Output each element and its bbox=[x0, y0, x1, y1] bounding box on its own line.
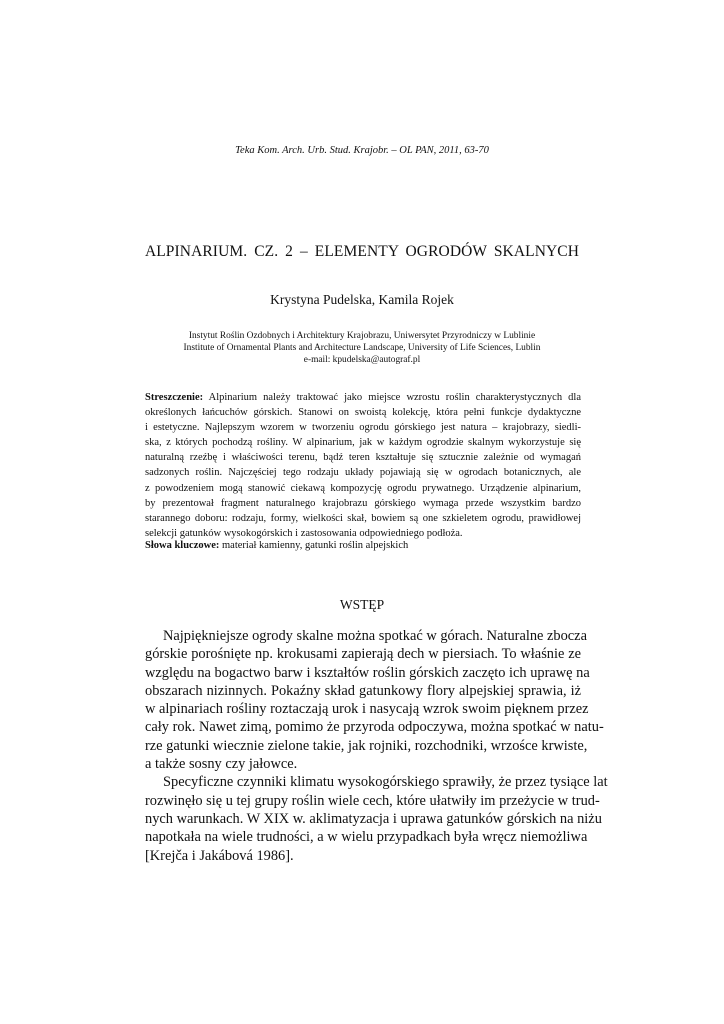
author-affiliation bbox=[0, 330, 724, 367]
abstract-line: i estetyczne. Najlepszym wzorem w tworzeniu ogrodu górskiego jest natura – krajobrazy, siedli- bbox=[145, 422, 581, 434]
body-line: [Krejča i Jakábová 1986]. bbox=[145, 847, 294, 864]
abstract bbox=[145, 390, 581, 541]
author-email: e-mail: kpudelska@autograf.pl bbox=[303, 355, 421, 366]
body-line: napotkała na wiele trudności, a w wielu przypadkach była wręcz niemożliwa bbox=[145, 829, 588, 846]
abstract-line: naturalną rzeźbę i właściwości terenu, bądź teren kształtuje się sztucznie zależnie od wymagań bbox=[145, 452, 581, 464]
abstract-line bbox=[145, 390, 581, 405]
abstract-line: z powodzeniem mogą stanowić ciekawą kompozycję ogrodu prywatnego. Urządzenie alpinarium, bbox=[145, 482, 581, 494]
body-line: cały rok. Nawet zimą, pomimo że przyroda odpoczywa, można spotkać w natu- bbox=[145, 719, 604, 736]
body-line: a także sosny czy jałowce. bbox=[145, 756, 298, 773]
body-line: względu na bogactwo barw i kształtów roślin górskich zaczęto ich uprawę na bbox=[145, 664, 590, 681]
keywords-text: materiał kamienny, gatunki roślin alpejskich bbox=[219, 540, 409, 551]
keywords bbox=[145, 540, 581, 551]
abstract-line-text: Alpinarium należy traktować jako miejsce wzrostu roślin charakterystycznych dla bbox=[203, 392, 581, 403]
body-line: górskie porośnięte np. krokusami zapierają dech w piersiach. To właśnie ze bbox=[145, 646, 581, 663]
abstract-line: by prezentował fragment naturalnego krajobrazu górskiego wymaga przede wszystkim bardzo bbox=[145, 497, 581, 509]
body-line: Specyficzne czynniki klimatu wysokogórskiego sprawiły, że przez tysiące lat bbox=[163, 774, 608, 791]
body-text bbox=[145, 627, 608, 865]
article-title: ALPINARIUM. CZ. 2 – ELEMENTY OGRODÓW SKALNYCH bbox=[144, 243, 580, 260]
abstract-line: ska, z których pochodzą rośliny. W alpinarium, jak w każdym ogrodzie skalnym wykorzystuje się bbox=[145, 437, 581, 449]
abstract-line: określonych łańcuchów górskich. Stanowi on swoistą kolekcję, która pełni funkcje dydaktyczne bbox=[145, 407, 581, 419]
body-line: obszarach nizinnych. Pokaźny skład gatunkowy flory alpejskiej sprawia, iż bbox=[145, 682, 581, 699]
abstract-label: Streszczenie: bbox=[145, 392, 204, 403]
affiliation-english: Institute of Ornamental Plants and Architecture Landscape, University of Life Sciences, Lublin bbox=[183, 343, 541, 354]
abstract-line: selekcji gatunków wysokogórskich i zastosowania odpowiedniego podłoża. bbox=[145, 527, 463, 539]
section-heading: WSTĘP bbox=[339, 597, 385, 612]
body-line: w alpinariach rośliny roztaczają urok i nasycają wzrok swoim pięknem przez bbox=[145, 701, 589, 718]
keywords-label: Słowa kluczowe: bbox=[145, 540, 220, 551]
abstract-line: sadzonych roślin. Najczęściej tego rodzaju układy pojawiają się w ogrodach botanicznych, ale bbox=[145, 467, 581, 479]
body-line: rze gatunki wiecznie zielone takie, jak rojniki, rozchodniki, wrzośce krwiste, bbox=[145, 737, 588, 754]
abstract-line: starannego doboru: rodzaju, formy, wielkości skał, bowiem są one szkieletem ogrodu, prawidłowej bbox=[145, 512, 581, 524]
body-line: rozwinęło się u tej grupy roślin wiele cech, które ułatwiły im przeżycie w trud- bbox=[145, 792, 600, 809]
body-line: nych warunkach. W XIX w. aklimatyzacja i uprawa gatunków górskich na niżu bbox=[145, 810, 602, 827]
body-line: Najpiękniejsze ogrody skalne można spotkać w górach. Naturalne zbocza bbox=[163, 628, 587, 644]
affiliation-polish: Instytut Roślin Ozdobnych i Architektury Krajobrazu, Uniwersytet Przyrodniczy w Lublinie bbox=[188, 331, 536, 341]
article-authors: Krystyna Pudelska, Kamila Rojek bbox=[270, 292, 454, 307]
journal-reference: Teka Kom. Arch. Urb. Stud. Krajobr. – OL PAN, 2011, 63-70 bbox=[235, 145, 489, 156]
